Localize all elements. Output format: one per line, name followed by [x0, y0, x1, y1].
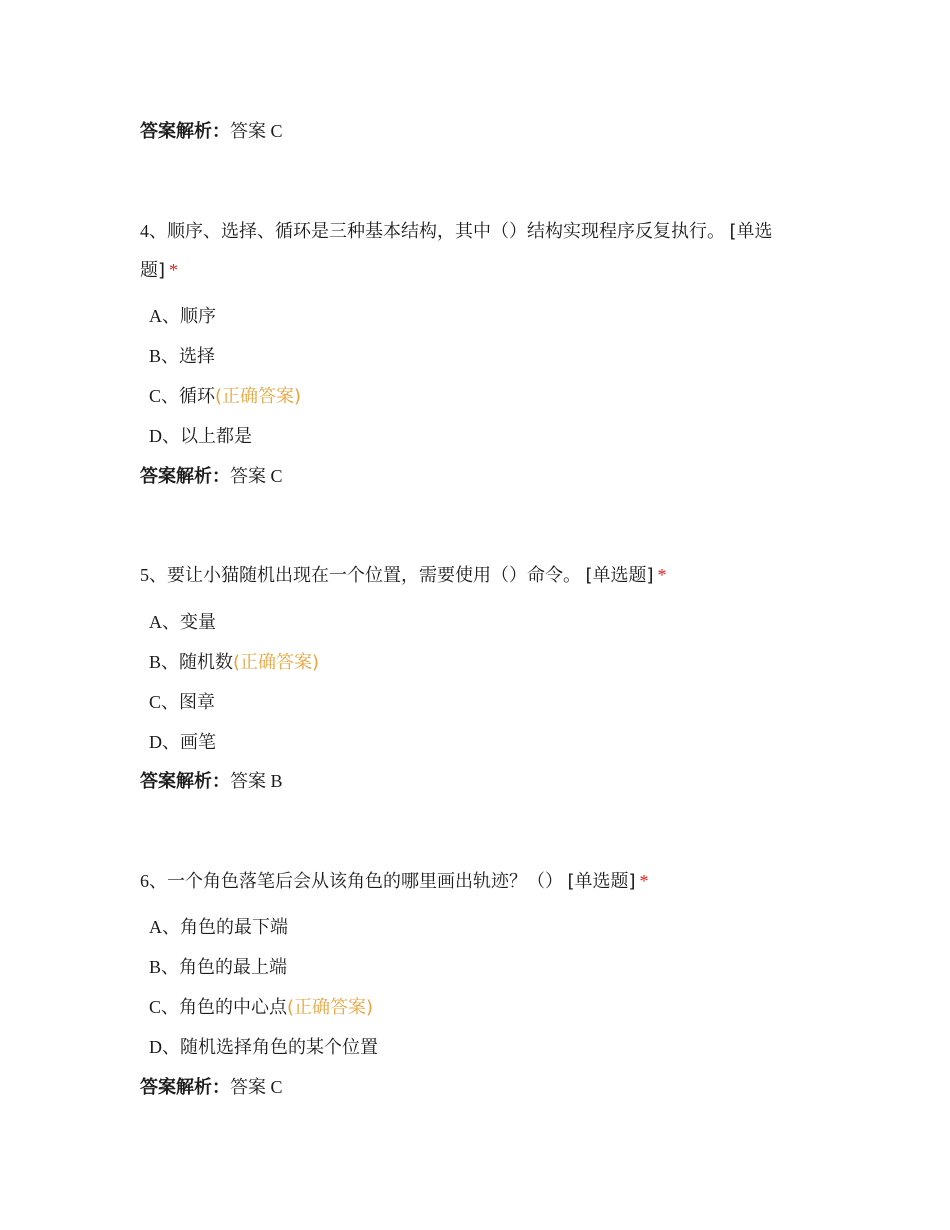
- question-4-option-c: [149, 383, 301, 410]
- option-text: 循环: [179, 386, 216, 407]
- question-text: 一个角色落笔后会从该角色的哪里画出轨迹？（）: [167, 871, 563, 892]
- option-text: 图章: [179, 692, 216, 713]
- question-number: 6、: [140, 871, 167, 891]
- option-text: 以上都是: [180, 426, 252, 447]
- option-text: 随机选择角色的某个位置: [180, 1037, 378, 1058]
- analysis-value: 答案 C: [230, 1077, 283, 1097]
- option-letter: C、: [149, 692, 180, 712]
- question-6-option-d: [149, 1034, 378, 1061]
- option-text: 角色的最上端: [179, 957, 288, 978]
- analysis-value: 答案 C: [230, 121, 283, 141]
- question-4-option-b: [149, 343, 215, 370]
- required-star: *: [169, 260, 179, 280]
- option-text: 角色的中心点: [179, 997, 288, 1018]
- option-letter: C、: [149, 997, 180, 1017]
- question-number: 5、: [140, 565, 167, 585]
- option-text: 选择: [179, 346, 216, 367]
- question-6-option-b: [149, 954, 287, 981]
- correct-answer-mark: (正确答案): [287, 997, 374, 1018]
- option-text: 角色的最下端: [180, 917, 288, 938]
- question-type: [单选题]: [140, 221, 773, 281]
- option-text: 变量: [180, 612, 216, 633]
- question-6-option-c: [149, 994, 373, 1021]
- question-4-analysis: [140, 463, 283, 490]
- option-letter: D、: [149, 732, 180, 752]
- question-6-option-a: [149, 914, 288, 941]
- option-letter: B、: [149, 652, 180, 672]
- correct-answer-mark: (正确答案): [215, 386, 302, 407]
- option-letter: A、: [149, 612, 180, 632]
- answer-analysis: [140, 118, 283, 145]
- analysis-label: 答案解析：: [140, 466, 230, 487]
- option-letter: A、: [149, 306, 180, 326]
- option-text: 随机数: [179, 652, 234, 673]
- option-text: 画笔: [180, 732, 216, 753]
- analysis-label: 答案解析：: [140, 121, 230, 142]
- question-5-analysis: [140, 768, 283, 795]
- question-text: 顺序、选择、循环是三种基本结构，其中（）结构实现程序反复执行。: [167, 221, 725, 242]
- analysis-label: 答案解析：: [140, 771, 230, 792]
- option-letter: B、: [149, 346, 180, 366]
- question-number: 4、: [140, 221, 167, 241]
- question-5-option-a: [149, 609, 216, 636]
- question-type: [单选题]: [585, 565, 654, 586]
- option-letter: D、: [149, 1037, 180, 1057]
- required-star: *: [639, 871, 649, 891]
- question-5-option-c: [149, 689, 215, 716]
- correct-answer-mark: (正确答案): [233, 652, 320, 673]
- question-4-option-a: [149, 303, 216, 330]
- question-6-title: [140, 862, 810, 901]
- question-text: 要让小猫随机出现在一个位置，需要使用（）命令。: [167, 565, 581, 586]
- question-4-option-d: [149, 423, 252, 450]
- question-type: [单选题]: [567, 871, 636, 892]
- analysis-value: 答案 B: [230, 771, 283, 791]
- question-5-option-d: [149, 729, 216, 756]
- analysis-label: 答案解析：: [140, 1077, 230, 1098]
- option-letter: B、: [149, 957, 180, 977]
- question-5-title: [140, 556, 810, 595]
- question-4-title: [140, 212, 810, 290]
- option-letter: D、: [149, 426, 180, 446]
- required-star: *: [657, 565, 667, 585]
- question-6-analysis: [140, 1074, 283, 1101]
- option-text: 顺序: [180, 306, 216, 327]
- option-letter: A、: [149, 917, 180, 937]
- question-5-option-b: [149, 649, 319, 676]
- analysis-value: 答案 C: [230, 466, 283, 486]
- option-letter: C、: [149, 386, 180, 406]
